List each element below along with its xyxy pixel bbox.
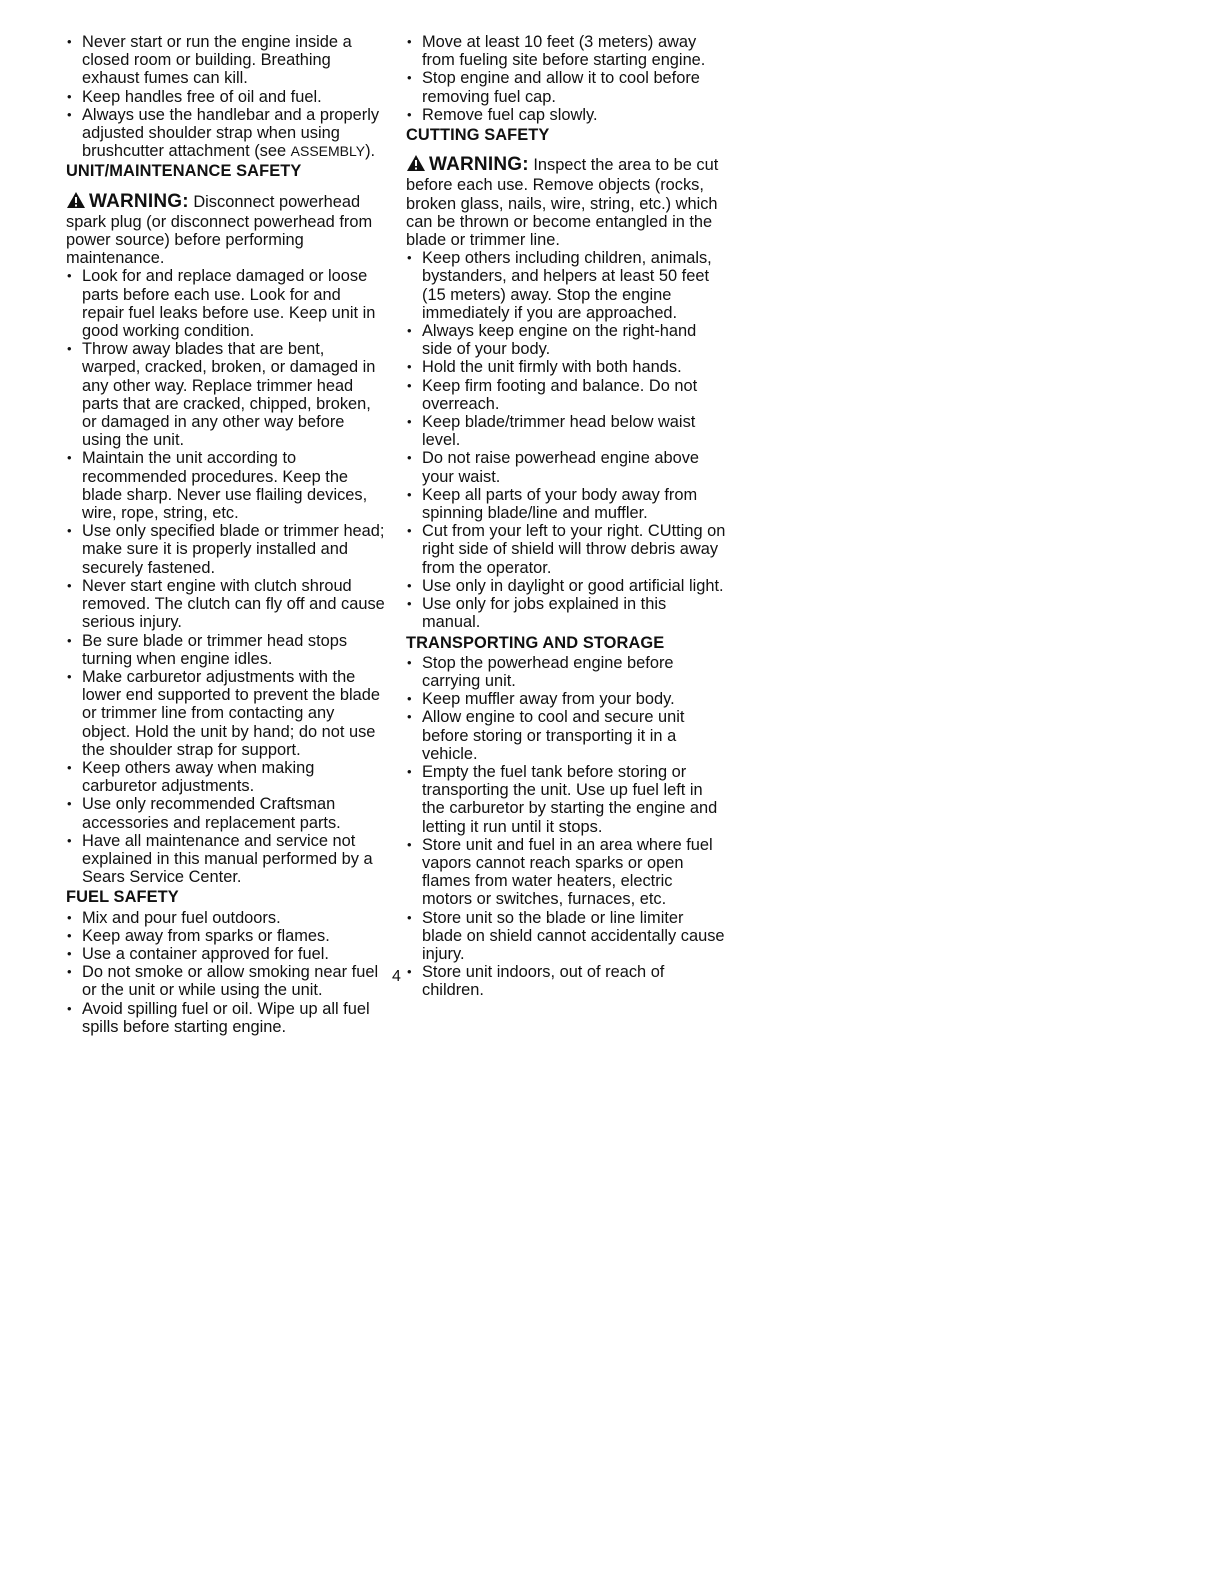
fuel-safety-heading: FUEL SAFETY: [66, 888, 179, 907]
list-item: [66, 106, 386, 161]
warning-triangle-icon: [66, 191, 86, 213]
warning-label: WARNING:: [89, 190, 189, 212]
warning-text: Disconnect powerhead spark plug (or disconnect powerhead from power source) before performing maintenance.: [66, 192, 373, 268]
left-column: [66, 33, 386, 1036]
transporting-storage-heading: TRANSPORTING AND STORAGE: [406, 633, 665, 652]
cutting-bullet-list: [406, 249, 726, 631]
list-item: • Use only specified blade or trimmer head; make sure it is properly installed and securely fastened.: [66, 522, 386, 577]
list-item: • Store unit so the blade or line limiter blade on shield cannot accidentally cause injury.: [406, 909, 726, 964]
right-column: [406, 33, 726, 1000]
transport-bullet-list: [406, 654, 726, 1000]
list-item: • Cut from your left to your right. CUtting on right side of shield will throw debris away from the operator.: [406, 522, 726, 577]
list-item: • Move at least 10 feet (3 meters) away from fueling site before starting engine.: [406, 33, 726, 69]
list-item: • Never start or run the engine inside a closed room or building. Breathing exhaust fumes can kill.: [66, 33, 386, 88]
list-item: • Keep firm footing and balance. Do not overreach.: [406, 377, 726, 413]
maintenance-bullet-list: [66, 267, 386, 886]
list-item: • Stop engine and allow it to cool before removing fuel cap.: [406, 69, 726, 105]
assembly-reference: ASSEMBLY: [290, 143, 366, 160]
list-item: • Keep away from sparks or flames.: [66, 927, 386, 945]
list-item: • Use only for jobs explained in this manual.: [406, 595, 726, 631]
list-item: • Hold the unit firmly with both hands.: [406, 358, 726, 376]
reference-suffix: ).: [365, 142, 376, 161]
list-item: • Use only in daylight or good artificial light.: [406, 577, 726, 595]
list-item: • Keep muffler away from your body.: [406, 690, 726, 708]
list-item: • Keep others away when making carburetor adjustments.: [66, 759, 386, 795]
list-item: • Look for and replace damaged or loose parts before each use. Look for and repair fuel leaks before use. Keep unit in good working condition.: [66, 267, 386, 340]
list-item: • Store unit indoors, out of reach of children.: [406, 963, 726, 999]
list-item: • Stop the powerhead engine before carrying unit.: [406, 654, 726, 690]
warning-label: WARNING:: [429, 154, 529, 176]
list-item-text: Always use the handlebar and a properly adjusted shoulder strap when using brushcutter attachment (see: [82, 105, 380, 161]
list-item: • Avoid spilling fuel or oil. Wipe up all fuel spills before starting engine.: [66, 1000, 386, 1036]
list-item: • Always keep engine on the right-hand side of your body.: [406, 322, 726, 358]
list-item: • Remove fuel cap slowly.: [406, 106, 726, 124]
list-item: • Use a container approved for fuel.: [66, 945, 386, 963]
fuel-bullet-list: [66, 909, 386, 1036]
list-item: • Store unit and fuel in an area where fuel vapors cannot reach sparks or open flames from water heaters, electric motors or switches, furnaces, etc.: [406, 836, 726, 909]
list-item: • Have all maintenance and service not explained in this manual performed by a Sears Service Center.: [66, 832, 386, 887]
list-item: • Maintain the unit according to recommended procedures. Keep the blade sharp. Never use flailing devices, wire, rope, string, etc.: [66, 449, 386, 522]
cutting-warning: [406, 154, 726, 249]
list-item: • Do not raise powerhead engine above your waist.: [406, 449, 726, 485]
list-item: • Throw away blades that are bent, warped, cracked, broken, or damaged in any other way. Replace trimmer head parts that are cracked, chipped, broken, or damaged in any other way before using the unit.: [66, 340, 386, 449]
list-item: • Keep others including children, animals, bystanders, and helpers at least 50 feet (15 meters) away. Stop the engine immediately if you are approached.: [406, 249, 726, 322]
list-item: • Do not smoke or allow smoking near fuel or the unit or while using the unit.: [66, 963, 386, 999]
list-item: • Keep handles free of oil and fuel.: [66, 88, 386, 106]
list-item: • Use only recommended Craftsman accessories and replacement parts.: [66, 795, 386, 831]
maintenance-safety-heading: UNIT/MAINTENANCE SAFETY: [66, 162, 302, 181]
warning-text: Inspect the area to be cut before each use. Remove objects (rocks, broken glass, nails, wire, string, etc.) which can be thrown or become entangled in the blade or trimmer line.: [406, 156, 719, 250]
list-item: • Mix and pour fuel outdoors.: [66, 909, 386, 927]
intro-bullet-list: [66, 33, 386, 160]
page-number: 4: [392, 968, 401, 985]
list-item: • Empty the fuel tank before storing or transporting the unit. Use up fuel left in the carburetor by starting the engine and letting it run until it stops.: [406, 763, 726, 836]
fuel-bullet-list-continued: [406, 33, 726, 124]
list-item: • Keep all parts of your body away from spinning blade/line and muffler.: [406, 486, 726, 522]
warning-triangle-icon: [406, 154, 426, 176]
list-item: • Keep blade/trimmer head below waist level.: [406, 413, 726, 449]
maintenance-warning: [66, 191, 386, 268]
list-item: • Never start engine with clutch shroud removed. The clutch can fly off and cause serious injury.: [66, 577, 386, 632]
list-item: • Make carburetor adjustments with the lower end supported to prevent the blade or trimmer line from contacting any object. Hold the unit by hand; do not use the shoulder strap for support.: [66, 668, 386, 759]
list-item: • Be sure blade or trimmer head stops turning when engine idles.: [66, 632, 386, 668]
list-item: • Allow engine to cool and secure unit before storing or transporting it in a vehicle.: [406, 708, 726, 763]
cutting-safety-heading: CUTTING SAFETY: [406, 126, 550, 145]
